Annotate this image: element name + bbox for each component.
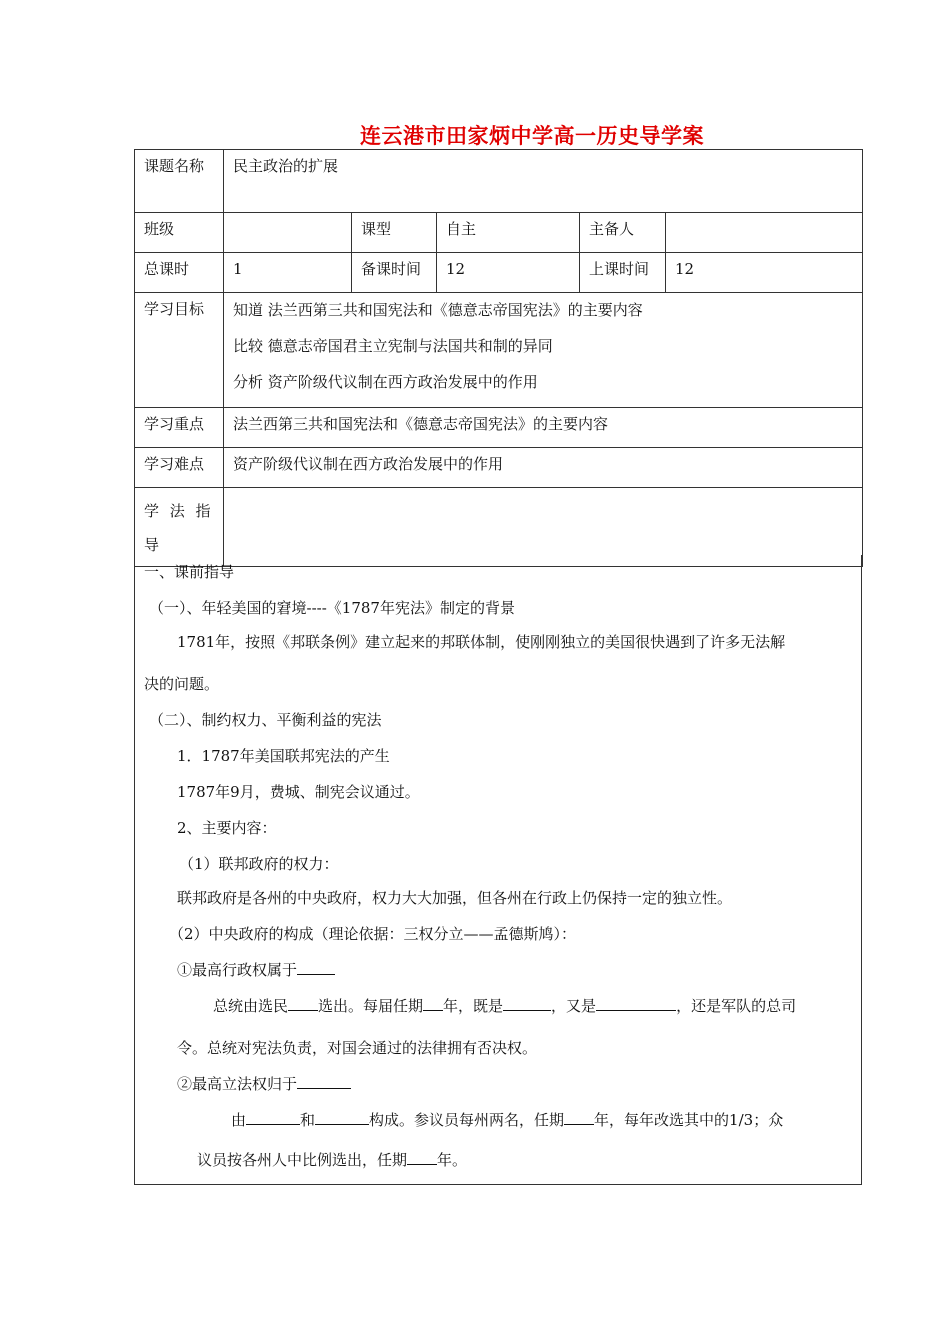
class-value: [224, 213, 352, 253]
fill-line: ②最高立法权归于: [177, 1073, 351, 1094]
blank-field[interactable]: [297, 1073, 351, 1089]
paragraph: 1781年，按照《邦联条例》建立起来的邦联体制，使刚刚独立的美国很快遇到了许多无法解: [177, 633, 786, 651]
key-points-label: 学习重点: [135, 408, 224, 448]
goal-item: 比较 德意志帝国君主立宪制与法国共和制的异同: [233, 337, 553, 355]
class-time-value: 12: [666, 253, 863, 293]
blank-field[interactable]: [246, 1109, 300, 1125]
list-item: （2）中央政府的构成（理论依据：三权分立——孟德斯鸠）：: [169, 925, 577, 943]
topic-value: 民主政治的扩展: [224, 150, 863, 213]
topic-label: 课题名称: [135, 150, 224, 213]
prep-time-value: 12: [437, 253, 580, 293]
total-hours-label: 总课时: [135, 253, 224, 293]
blank-field[interactable]: [297, 959, 335, 975]
difficulty-label: 学习难点: [135, 448, 224, 488]
subsection-heading: （二）、制约权力、平衡利益的宪法: [149, 711, 382, 729]
class-time-label: 上课时间: [580, 253, 666, 293]
goal-item: 知道 法兰西第三共和国宪法和《德意志帝国宪法》的主要内容: [233, 301, 643, 319]
fill-line: 由 和 构成。参议员每州两名，任期 年，每年改选其中的1/3；众: [231, 1111, 784, 1129]
content-box: [134, 555, 862, 1185]
blank-field[interactable]: [503, 995, 551, 1011]
fill-line: 总统由选民 选出。每届任期 年，既是 ，又是 ，还是军队的总司: [213, 997, 797, 1015]
fill-line: 议员按各州人中比例选出，任期 年。: [197, 1151, 468, 1169]
paragraph: 1787年9月，费城、制宪会议通过。: [177, 783, 420, 801]
goal-item: 分析 资产阶级代议制在西方政治发展中的作用: [233, 373, 538, 391]
blank-field[interactable]: [407, 1149, 437, 1165]
fill-line: ①最高行政权属于: [177, 959, 335, 980]
section-heading: 一、课前指导: [144, 563, 235, 581]
blank-field[interactable]: [423, 995, 443, 1011]
prep-time-label: 备课时间: [352, 253, 437, 293]
list-item: （1）联邦政府的权力：: [179, 855, 339, 873]
difficulty-value: 资产阶级代议制在西方政治发展中的作用: [224, 448, 863, 488]
paragraph: 令。总统对宪法负责，对国会通过的法律拥有否决权。: [177, 1039, 538, 1057]
type-value: 自主: [437, 213, 580, 253]
blank-field[interactable]: [564, 1109, 594, 1125]
list-item: 1．1787年美国联邦宪法的产生: [177, 747, 390, 765]
total-hours-value: 1: [224, 253, 352, 293]
type-label: 课型: [352, 213, 437, 253]
subsection-heading: （一）、年轻美国的窘境----《1787年宪法》制定的背景: [149, 599, 515, 617]
list-item: 2、主要内容：: [177, 819, 277, 837]
info-table: [134, 149, 863, 567]
preparer-label: 主备人: [580, 213, 666, 253]
blank-field[interactable]: [596, 995, 676, 1011]
class-label: 班级: [135, 213, 224, 253]
preparer-value: [666, 213, 863, 253]
paragraph: 联邦政府是各州的中央政府，权力大大加强，但各州在行政上仍保持一定的独立性。: [177, 889, 733, 907]
blank-field[interactable]: [288, 995, 318, 1011]
blank-field[interactable]: [315, 1109, 369, 1125]
paragraph: 决的问题。: [144, 675, 220, 693]
method-label: 学 法 指 导: [135, 488, 224, 567]
goals-list: [224, 293, 863, 408]
key-points-value: 法兰西第三共和国宪法和《德意志帝国宪法》的主要内容: [224, 408, 863, 448]
page-title: 连云港市田家炳中学高一历史导学案: [360, 124, 704, 148]
goals-label: 学习目标: [135, 293, 224, 408]
